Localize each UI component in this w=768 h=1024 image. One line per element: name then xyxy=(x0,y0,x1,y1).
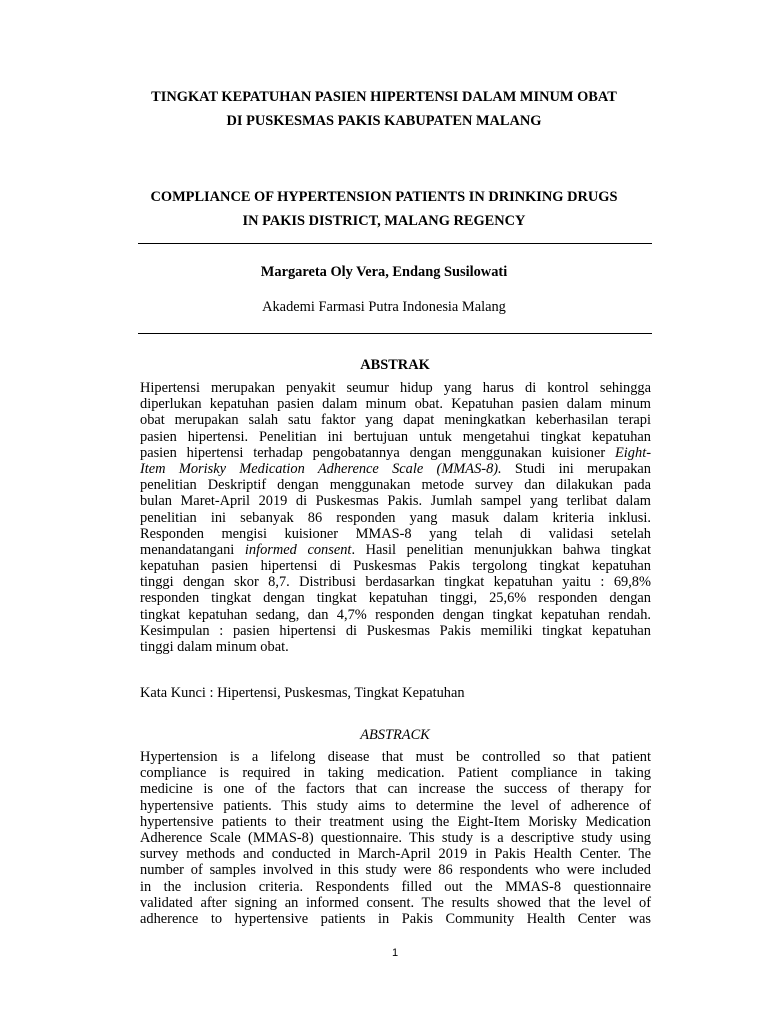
abstrak-line: Kesimpulan : pasien hipertensi di Puskesmas Pakis memiliki tingkat kepatuhan xyxy=(140,622,651,639)
page-number: 1 xyxy=(391,947,399,959)
abstrak-line: Responden mengisi kuisioner MMAS-8 yang telah di validasi setelah xyxy=(140,525,651,542)
abstrak-italic-term: Eight- xyxy=(615,444,651,461)
abstrak-line xyxy=(140,542,651,558)
abstrak-line: penelitian ini sebanyak 86 responden yang masuk dalam kriteria inklusi. xyxy=(140,509,651,526)
abstrak-paragraph xyxy=(140,380,651,655)
abstract-en-line: hypertensive patients. This study aims to determine the level of adherence of xyxy=(140,797,651,814)
keywords: Kata Kunci : Hipertensi, Puskesmas, Tingkat Kepatuhan xyxy=(140,685,465,701)
abstrak-line: tingkat kepatuhan sedang, dan 4,7% responden dengan tingkat kepatuhan rendah. xyxy=(140,606,651,623)
title-id-line-1: TINGKAT KEPATUHAN PASIEN HIPERTENSI DALAM MINUM OBAT xyxy=(151,89,617,105)
author-affiliation: Akademi Farmasi Putra Indonesia Malang xyxy=(262,299,506,315)
abstrak-line xyxy=(140,445,651,461)
abstrak-italic-term: Item Morisky Medication Adherence Scale (MMAS-8). xyxy=(140,460,502,477)
title-en-line-2: IN PAKIS DISTRICT, MALANG REGENCY xyxy=(242,213,526,229)
author-names: Margareta Oly Vera, Endang Susilowati xyxy=(260,264,508,280)
abstrak-line: obat merupakan salah satu faktor yang dapat meningkatkan keberhasilan terapi xyxy=(140,412,651,429)
abstract-en-paragraph xyxy=(140,749,651,927)
abstract-en-line: hypertensive patients to their treatment using the Eight-Item Morisky Medication xyxy=(140,813,651,830)
abstract-en-line: validated after signing an informed consent. The results showed that the level of xyxy=(140,894,651,911)
abstrak-italic-term: informed consent xyxy=(244,541,352,558)
title-id-line-2: DI PUSKESMAS PAKIS KABUPATEN MALANG xyxy=(226,113,542,129)
abstrak-heading: ABSTRAK xyxy=(360,357,430,373)
abstract-en-line: compliance is required in taking medication. Patient compliance in taking xyxy=(140,765,651,782)
abstract-en-line: in the inclusion criteria. Respondents filled out the MMAS-8 questionnaire xyxy=(140,878,651,895)
abstrak-line: penelitian Deskriptif dengan menggunakan metode survey dan dilakukan pada xyxy=(140,477,651,494)
title-en-line-1: COMPLIANCE OF HYPERTENSION PATIENTS IN DRINKING DRUGS xyxy=(150,189,618,205)
abstrak-text: menandatangani xyxy=(140,541,245,558)
abstrak-line: responden tingkat dengan tingkat kepatuhan tinggi, 25,6% responden dengan xyxy=(140,590,651,607)
abstract-en-line: Hypertension is a lifelong disease that must be controlled so that patient xyxy=(140,749,651,765)
abstrak-text: pasien hipertensi terhadap pengobatannya dengan menggunakan kuisioner xyxy=(140,444,616,461)
abstract-en-line: adherence to hypertensive patients in Pakis Community Health Center was xyxy=(140,910,651,927)
abstrak-line xyxy=(140,461,651,477)
abstrak-text: Studi ini merupakan xyxy=(501,460,651,477)
abstrak-line: bulan Maret-April 2019 di Puskesmas Pakis. Jumlah sampel yang terlibat dalam xyxy=(140,493,651,510)
abstrak-text: . Hasil penelitian menunjukkan bahwa tingkat xyxy=(351,541,651,558)
abstract-en-line: medicine is one of the factors that can increase the success of therapy for xyxy=(140,781,651,798)
abstract-en-line: Adherence Scale (MMAS-8) questionnaire. This study is a descriptive study using xyxy=(140,829,651,846)
abstract-en-line: number of samples involved in this study were 86 respondents who were included xyxy=(140,862,651,879)
abstrak-line: kepatuhan pasien hipertensi di Puskesmas Pakis tergolong tingkat kepatuhan xyxy=(140,558,651,575)
abstract-en-heading: ABSTRACK xyxy=(360,727,430,743)
abstract-en-line: survey methods and conducted in March-April 2019 in Pakis Health Center. The xyxy=(140,846,651,863)
header-rule-bottom xyxy=(138,333,652,334)
abstrak-line: Hipertensi merupakan penyakit seumur hidup yang harus di kontrol sehingga xyxy=(140,380,651,396)
header-rule-top xyxy=(138,243,652,244)
abstrak-line: pasien hipertensi. Penelitian ini bertujuan untuk mengetahui tingkat kepatuhan xyxy=(140,428,651,445)
abstrak-line: tinggi dengan skor 8,7. Distribusi berdasarkan tingkat kepatuhan yaitu : 69,8% xyxy=(140,574,651,591)
abstrak-line: tinggi dalam minum obat. xyxy=(140,639,289,655)
abstrak-line: diperlukan kepatuhan pasien dalam minum obat. Kepatuhan pasien dalam minum xyxy=(140,396,651,413)
